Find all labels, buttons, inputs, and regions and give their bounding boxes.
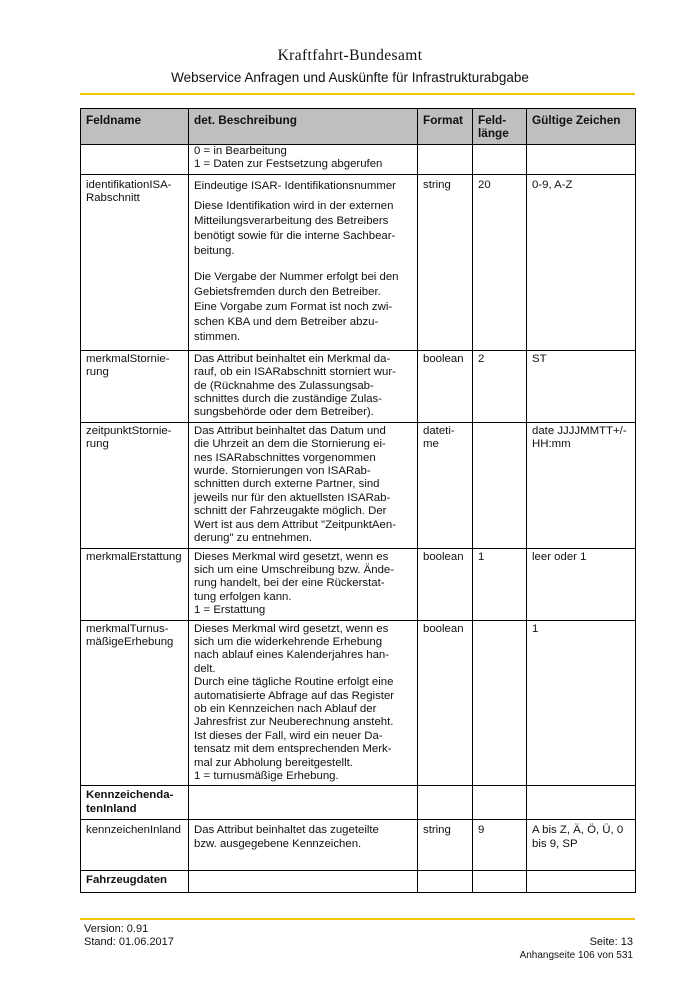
footer-page: Seite: 13: [589, 936, 633, 948]
cell-name: [81, 786, 189, 820]
cell-chars: [527, 820, 636, 871]
desc-line: Ist dieses der Fall, wird ein neuer Da-: [194, 729, 383, 742]
name-line: rung: [86, 366, 109, 379]
cell-format: string: [418, 174, 473, 350]
desc-line: schnittes durch die zuständige Zulas-: [194, 393, 383, 406]
desc-line: automatisierte Abfrage auf das Register: [194, 689, 395, 702]
name-line: merkmalStornie-: [86, 352, 170, 365]
cell-name: [81, 350, 189, 422]
cell-format: boolean: [418, 620, 473, 786]
desc-line: schen KBA und dem Betreiber abzu-: [194, 315, 379, 328]
desc-line: wurde. Stornierungen von ISARab-: [194, 465, 371, 478]
cell-length: 1: [473, 548, 527, 620]
desc-line: Das Attribut beinhaltet ein Merkmal da-: [194, 352, 391, 365]
desc-line: jeweils nur für den aktuellsten ISARab-: [194, 491, 391, 504]
cell-chars: 0-9, A-Z: [527, 174, 636, 350]
column-header-feldlaenge-line1: Feld-: [478, 113, 507, 127]
desc-line: rung handelt, bei der eine Rückerstat-: [194, 577, 385, 590]
name-line: zeitpunktStornie-: [86, 424, 172, 437]
format-line: me: [423, 438, 439, 451]
format-line: dateti-: [423, 424, 455, 437]
desc-line: nach ablauf eines Kalenderjahres han-: [194, 649, 390, 662]
desc-line: Mitteilungsverarbeitung des Betreibers: [194, 214, 389, 227]
cell-chars: [527, 145, 636, 175]
desc-line: tung erfolgen kann.: [194, 590, 292, 603]
cell-chars: 1: [527, 620, 636, 786]
cell-format: string: [418, 820, 473, 871]
desc-line: Dieses Merkmal wird gesetzt, wenn es: [194, 622, 389, 635]
desc-line: derung" zu entnehmen.: [194, 532, 313, 545]
desc-line: Diese Identifikation wird in der externen: [194, 199, 394, 212]
desc-line: 1 = Daten zur Festsetzung abgerufen: [194, 158, 383, 171]
cell-format: [418, 786, 473, 820]
table-row: [81, 422, 636, 548]
desc-line: nes ISARabschnittes vorgenommen: [194, 451, 376, 464]
desc-line: ob ein Kennzeichen nach Ablauf der: [194, 702, 377, 715]
cell-name: kennzeichenInland: [81, 820, 189, 871]
desc-line: 1 = turnusmäßige Erhebung.: [194, 770, 339, 782]
table-row: [81, 820, 636, 871]
name-line: merkmalTurnus-: [86, 622, 169, 635]
name-line: rung: [86, 438, 109, 451]
cell-description: [189, 174, 418, 350]
desc-line: sich um die widerkehrende Erhebung: [194, 635, 383, 648]
cell-length: [473, 786, 527, 820]
cell-length: 2: [473, 350, 527, 422]
cell-description: [189, 820, 418, 871]
cell-description: [189, 422, 418, 548]
desc-line: sungsbehörde oder dem Betreiber).: [194, 406, 374, 419]
desc-line: tensatz mit dem entsprechenden Merk-: [194, 743, 392, 756]
desc-line: stimmen.: [194, 330, 241, 343]
footer-appendix-page: Anhangseite 106 von 531: [519, 950, 633, 961]
cell-chars: [527, 422, 636, 548]
cell-name: Fahrzeugdaten: [81, 871, 189, 892]
desc-line: sich um eine Umschreibung bzw. Ände-: [194, 563, 395, 576]
cell-format: boolean: [418, 548, 473, 620]
desc-line: Wert ist aus dem Attribut "ZeitpunktAen-: [194, 518, 396, 531]
footer-version: Version: 0.91: [84, 923, 149, 935]
cell-length: 20: [473, 174, 527, 350]
desc-line: Gebietsfremden durch den Betreiber.: [194, 285, 381, 298]
desc-line: die Uhrzeit an dem die Stornierung ei-: [194, 438, 386, 451]
table-section-row: [81, 871, 636, 892]
footer-rule: [80, 918, 635, 920]
table-row: [81, 174, 636, 350]
column-header-feldlaenge-line2: länge: [478, 126, 509, 140]
desc-line: Jahresfrist zur Neuberechnung ansteht.: [194, 716, 394, 729]
cell-chars: [527, 871, 636, 892]
table-header-row: [81, 109, 636, 145]
desc-line: Eine Vorgabe zum Format ist noch zwi-: [194, 300, 393, 313]
document-subtitle: Webservice Anfragen und Auskünfte für Infrastrukturabgabe: [171, 70, 529, 85]
column-header-format: Format: [418, 109, 473, 145]
desc-line: Das Attribut beinhaltet das zugeteilte: [194, 824, 379, 837]
desc-line: bzw. ausgegebene Kennzeichen.: [194, 837, 362, 850]
name-line: tenInland: [86, 802, 137, 815]
desc-line: delt.: [194, 662, 216, 675]
cell-name: [81, 174, 189, 350]
desc-line: Durch eine tägliche Routine erfolgt eine: [194, 676, 394, 689]
organization-name: Kraftfahrt-Bundesamt: [277, 47, 423, 64]
name-line: mäßigeErhebung: [86, 635, 174, 648]
cell-name: [81, 145, 189, 175]
field-spec-table: [80, 108, 636, 893]
name-line: identifikationISA-: [86, 178, 172, 191]
table-row: [81, 350, 636, 422]
chars-line: A bis Z, Ä, Ö, Ü, 0: [532, 824, 624, 837]
name-line: Kennzeichenda-: [86, 789, 174, 802]
desc-line: schnitten durch externe Partner, sind: [194, 478, 380, 491]
column-header-feldname: Feldname: [81, 109, 189, 145]
desc-line: Dieses Merkmal wird gesetzt, wenn es: [194, 550, 389, 563]
cell-name: [81, 620, 189, 786]
cell-description: [189, 350, 418, 422]
desc-line: 0 = in Bearbeitung: [194, 145, 287, 157]
cell-format: boolean: [418, 350, 473, 422]
table-row: [81, 620, 636, 786]
cell-description: [189, 786, 418, 820]
desc-line: Eindeutige ISAR- Identifikationsnummer: [194, 179, 396, 192]
cell-length: [473, 620, 527, 786]
cell-description: [189, 548, 418, 620]
cell-length: 9: [473, 820, 527, 871]
cell-description: [189, 145, 418, 175]
column-header-feldlaenge: [473, 109, 527, 145]
desc-line: benötigt sowie für die interne Sachbear-: [194, 229, 396, 242]
desc-line: beitung.: [194, 244, 235, 257]
cell-format: [418, 145, 473, 175]
name-line: Rabschnitt: [86, 192, 140, 205]
column-header-beschreibung: det. Beschreibung: [189, 109, 418, 145]
chars-line: HH:mm: [532, 438, 571, 451]
table-section-row: [81, 786, 636, 820]
cell-description: [189, 871, 418, 892]
desc-line: Die Vergabe der Nummer erfolgt bei den: [194, 270, 399, 283]
cell-chars: leer oder 1: [527, 548, 636, 620]
chars-line: bis 9, SP: [532, 837, 578, 850]
column-header-zeichen: Gültige Zeichen: [527, 109, 636, 145]
desc-line: schnitt der Fahrzeugakte möglich. Der: [194, 505, 387, 518]
cell-length: [473, 422, 527, 548]
cell-description: [189, 620, 418, 786]
cell-name: merkmalErstattung: [81, 548, 189, 620]
table-row: [81, 145, 636, 175]
footer-stand: Stand: 01.06.2017: [84, 936, 174, 948]
desc-line: mal zur Abholung bereitgestellt.: [194, 756, 353, 769]
cell-length: [473, 145, 527, 175]
table-row: [81, 548, 636, 620]
desc-line: 1 = Erstattung: [194, 604, 266, 617]
cell-format: [418, 871, 473, 892]
cell-length: [473, 871, 527, 892]
chars-line: date JJJJMMTT+/-: [532, 424, 627, 437]
header-rule: [80, 93, 635, 95]
desc-line: Das Attribut beinhaltet das Datum und: [194, 424, 386, 437]
cell-chars: ST: [527, 350, 636, 422]
cell-chars: [527, 786, 636, 820]
cell-format: [418, 422, 473, 548]
desc-line: de (Rücknahme des Zulassungsab-: [194, 379, 374, 392]
cell-name: [81, 422, 189, 548]
desc-line: rauf, ob ein ISARabschnitt storniert wur-: [194, 366, 396, 379]
